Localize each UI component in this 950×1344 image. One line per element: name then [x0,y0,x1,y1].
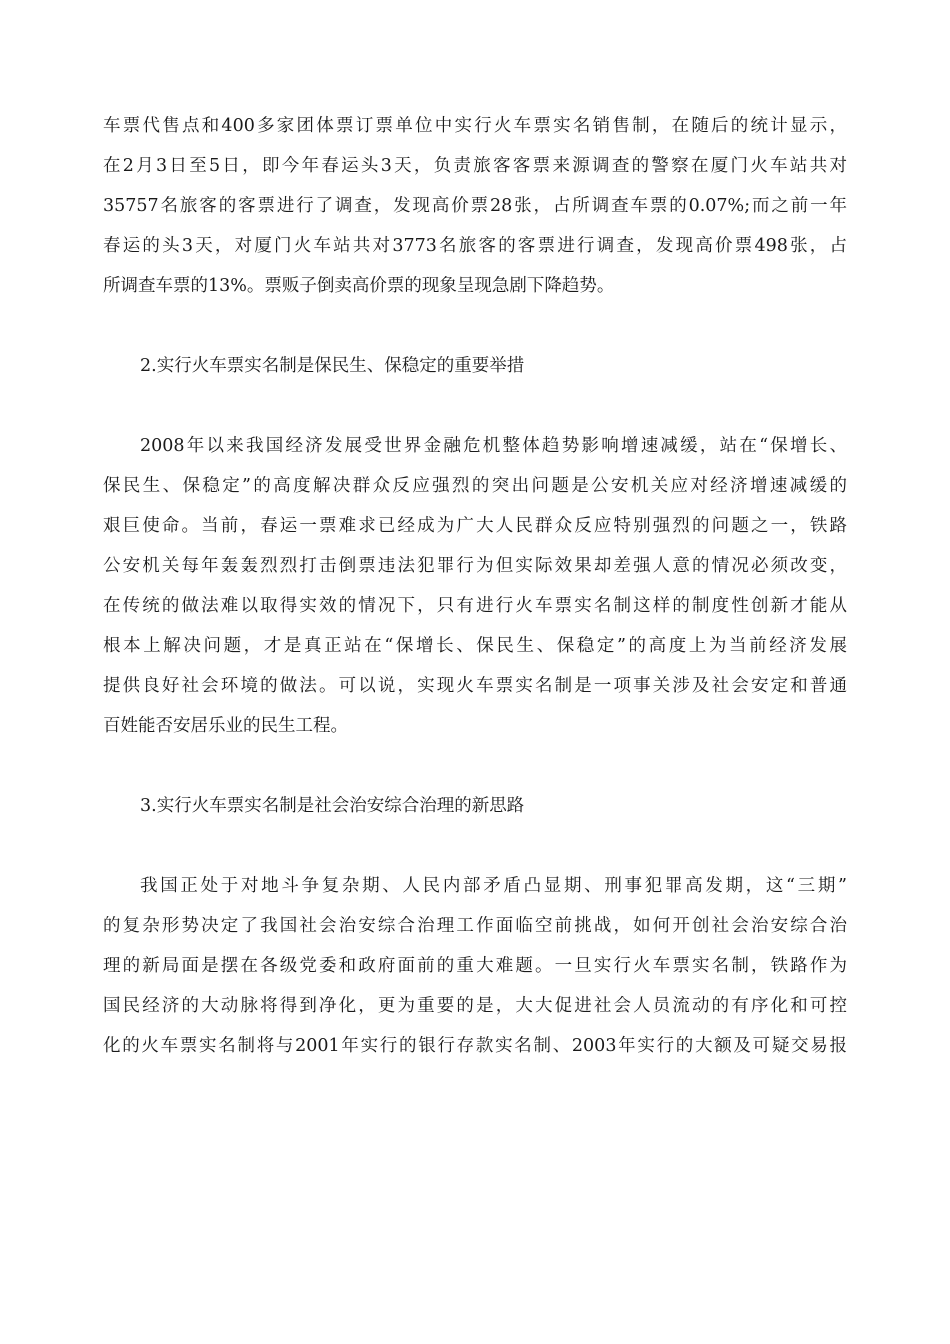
document-body [103,106,847,1066]
paragraph-line: 2008年以来我国经济发展受世界金融危机整体趋势影响增速减缓，站在“保增长、 [140,436,847,456]
paragraph-line: 化的火车票实名制将与2001年实行的银行存款实名制、2003年实行的大额及可疑交易报 [103,1036,847,1056]
paragraph-line: 所调查车票的13%。票贩子倒卖高价票的现象呈现急剧下降趋势。 [103,276,615,296]
paragraph-line: 保民生、保稳定”的高度解决群众反应强烈的突出问题是公安机关应对经济增速减缓的 [103,476,847,496]
paragraph-line: 理的新局面是摆在各级党委和政府面前的重大难题。一旦实行火车票实名制，铁路作为 [103,956,847,976]
paragraph-line: 的复杂形势决定了我国社会治安综合治理工作面临空前挑战，如何开创社会治安综合治 [103,916,847,936]
paragraph-line: 我国正处于对地斗争复杂期、人民内部矛盾凸显期、刑事犯罪高发期，这“三期” [140,876,847,896]
paragraph-line: 在2月3日至5日，即今年春运头3天，负责旅客客票来源调查的警察在厦门火车站共对 [103,156,847,176]
paragraph-line: 车票代售点和400多家团体票订票单位中实行火车票实名销售制，在随后的统计显示， [103,116,847,136]
paragraph-3 [103,866,847,1066]
paragraph-line: 艰巨使命。当前，春运一票难求已经成为广大人民群众反应特别强烈的问题之一，铁路 [103,516,847,536]
paragraph-line: 百姓能否安居乐业的民生工程。 [103,716,348,736]
paragraph-line: 35757名旅客的客票进行了调查，发现高价票28张，占所调查车票的0.07%;而之前一年 [103,196,847,216]
section-heading-2: 2.实行火车票实名制是保民生、保稳定的重要举措 [140,356,525,376]
paragraph-line: 根本上解决问题，才是真正站在“保增长、保民生、保稳定”的高度上为当前经济发展 [103,636,847,656]
section-heading-3: 3.实行火车票实名制是社会治安综合治理的新思路 [140,796,525,816]
paragraph-line: 国民经济的大动脉将得到净化，更为重要的是，大大促进社会人员流动的有序化和可控 [103,996,847,1016]
paragraph-line: 在传统的做法难以取得实效的情况下，只有进行火车票实名制这样的制度性创新才能从 [103,596,847,616]
section-heading-3-wrap [103,786,847,826]
paragraph-line: 公安机关每年轰轰烈烈打击倒票违法犯罪行为但实际效果却差强人意的情况必须改变， [103,556,847,576]
paragraph-1 [103,106,847,306]
paragraph-line: 春运的头3天，对厦门火车站共对3773名旅客的客票进行调查，发现高价票498张，占 [103,236,847,256]
paragraph-2 [103,426,847,746]
paragraph-line: 提供良好社会环境的做法。可以说，实现火车票实名制是一项事关涉及社会安定和普通 [103,676,847,696]
section-heading-2-wrap [103,346,847,386]
